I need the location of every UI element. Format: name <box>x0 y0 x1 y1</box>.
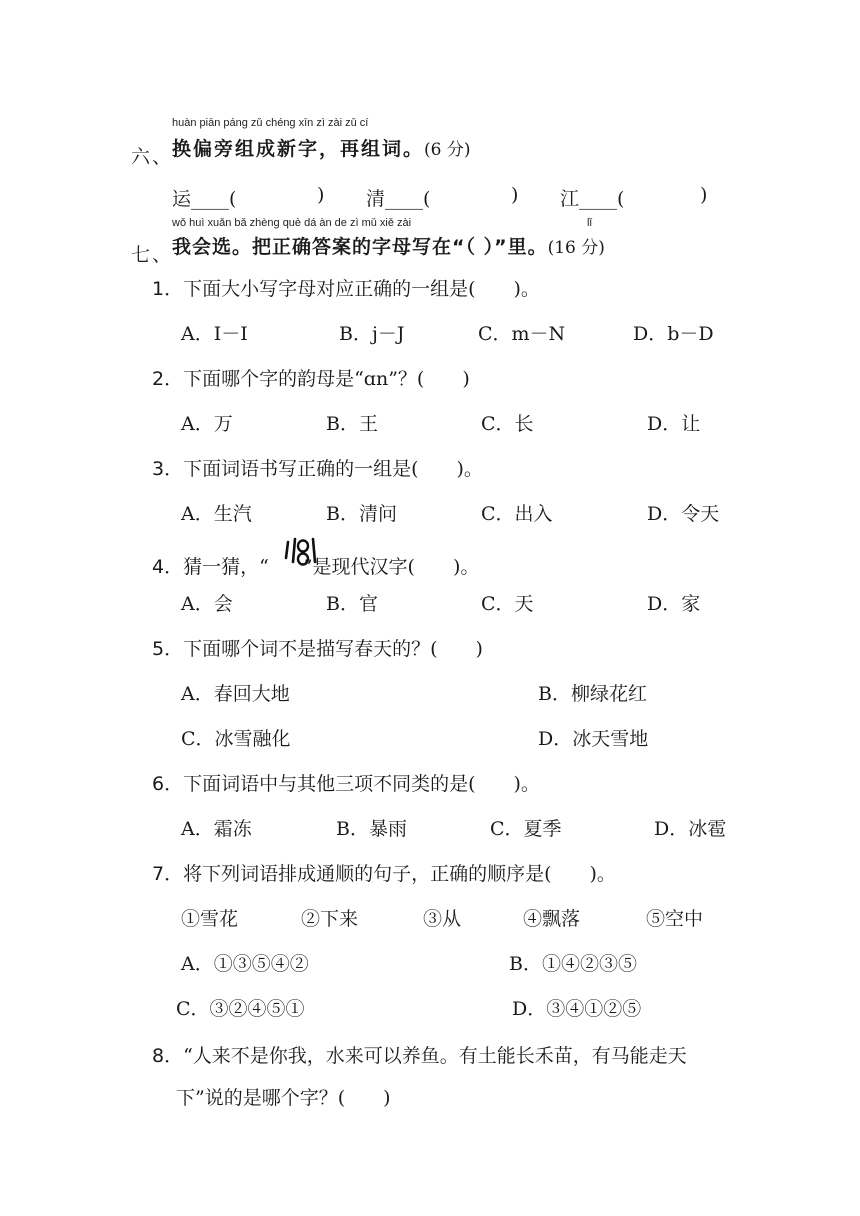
option-4a[interactable]: A．会 <box>181 593 233 615</box>
option-2d[interactable]: D．让 <box>647 413 701 435</box>
question-7 <box>152 859 616 886</box>
option-6c[interactable]: C．夏季 <box>490 818 562 840</box>
option-6a[interactable]: A．霜冻 <box>181 818 252 840</box>
question-number: 6． <box>152 773 184 795</box>
word-option-4: ④飘落 <box>523 908 581 930</box>
question-number: 7． <box>152 863 184 885</box>
word-option-2: ②下来 <box>301 908 359 930</box>
word-item-1 <box>172 184 236 211</box>
question-text: 下面哪个词不是描写春天的？( ) <box>183 638 483 660</box>
word-item-2 <box>366 184 430 211</box>
option-3b[interactable]: B．清问 <box>326 503 397 525</box>
option-2b[interactable]: B．王 <box>326 413 378 435</box>
word-close-3: ) <box>700 184 708 206</box>
word-char: 清 <box>366 188 386 210</box>
option-5a[interactable]: A．春回大地 <box>181 683 290 705</box>
section7-title <box>172 232 605 259</box>
word-close-2: ) <box>511 184 519 206</box>
word-option-5: ⑤空中 <box>646 908 704 930</box>
option-7d[interactable]: D．③④①②⑤ <box>512 998 642 1020</box>
question-5 <box>152 634 483 661</box>
section6-points: (6 分) <box>424 140 471 160</box>
option-4b[interactable]: B．官 <box>326 593 378 615</box>
question-text: 下面词语书写正确的一组是( )。 <box>183 458 483 480</box>
question-text-b: ”是现代汉字( )。 <box>302 556 480 578</box>
question-number: 4． <box>152 556 184 578</box>
section6-pinyin: huàn piān páng zǔ chéng xīn zì zài zǔ cí <box>172 117 369 129</box>
word-item-3 <box>560 184 624 211</box>
question-number: 2． <box>152 368 184 390</box>
word-blank[interactable]: ____( <box>191 188 237 210</box>
question-3 <box>152 454 483 481</box>
option-1a[interactable]: A．I－I <box>181 323 248 345</box>
question-6 <box>152 769 540 796</box>
word-blank[interactable]: ____( <box>579 188 625 210</box>
option-1b[interactable]: B．j－J <box>339 323 405 345</box>
question-number: 3． <box>152 458 184 480</box>
option-2c[interactable]: C．长 <box>481 413 534 435</box>
option-7b[interactable]: B．①④②③⑤ <box>509 953 637 975</box>
word-blank[interactable]: ____( <box>385 188 431 210</box>
question-text-line1: “人来不是你我，水来可以养鱼。有土能长禾苗，有马能走天 <box>183 1045 687 1067</box>
ancient-character-glyph-icon <box>282 536 322 572</box>
option-5d[interactable]: D．冰天雪地 <box>538 728 649 750</box>
word-char: 运 <box>172 188 192 210</box>
section7-pinyin-li: lǐ <box>587 217 592 229</box>
option-5b[interactable]: B．柳绿花红 <box>538 683 647 705</box>
question-text: 下面哪个字的韵母是“ɑn”？( ) <box>183 368 470 390</box>
section6-title-text: 换偏旁组成新字，再组词。 <box>172 138 425 160</box>
question-8-line2: 下”说的是哪个字？( ) <box>176 1087 391 1109</box>
option-6b[interactable]: B．暴雨 <box>336 818 407 840</box>
section6-title <box>172 134 471 161</box>
question-text: 下面大小写字母对应正确的一组是( )。 <box>183 278 540 300</box>
section7-title-text: 我会选。把正确答案的字母写在“（ ）”里。 <box>172 236 548 258</box>
option-6d[interactable]: D．冰雹 <box>654 818 727 840</box>
question-number: 1． <box>152 278 184 300</box>
question-text: 将下列词语排成通顺的句子，正确的顺序是( )。 <box>183 863 616 885</box>
question-number: 5． <box>152 638 184 660</box>
word-char: 江 <box>560 188 580 210</box>
word-close-1: ) <box>317 184 325 206</box>
option-1d[interactable]: D．b－D <box>633 323 714 345</box>
option-3c[interactable]: C．出入 <box>481 503 553 525</box>
option-7a[interactable]: A．①③⑤④② <box>181 953 309 975</box>
option-3d[interactable]: D．令天 <box>647 503 720 525</box>
section6-number: 六、 <box>131 146 174 168</box>
option-4d[interactable]: D．家 <box>647 593 701 615</box>
section7-number: 七、 <box>131 244 174 266</box>
question-number: 8． <box>152 1045 184 1067</box>
question-8 <box>152 1041 687 1068</box>
section7-points: (16 分) <box>547 238 605 258</box>
option-2a[interactable]: A．万 <box>181 413 233 435</box>
word-option-3: ③从 <box>423 908 462 930</box>
question-1 <box>152 274 540 301</box>
question-2 <box>152 364 470 391</box>
word-option-1: ①雪花 <box>181 908 239 930</box>
option-5c[interactable]: C．冰雪融化 <box>181 728 291 750</box>
section7-pinyin: wǒ huì xuǎn bǎ zhèng què dá àn de zì mǔ xiě zài <box>172 217 412 229</box>
option-7c[interactable]: C．③②④⑤① <box>176 998 305 1020</box>
question-text-a: 猜一猜，“ <box>183 556 269 578</box>
option-3a[interactable]: A．生汽 <box>181 503 252 525</box>
option-4c[interactable]: C．天 <box>481 593 534 615</box>
option-1c[interactable]: C．m－N <box>478 323 566 345</box>
question-text: 下面词语中与其他三项不同类的是( )。 <box>183 773 540 795</box>
